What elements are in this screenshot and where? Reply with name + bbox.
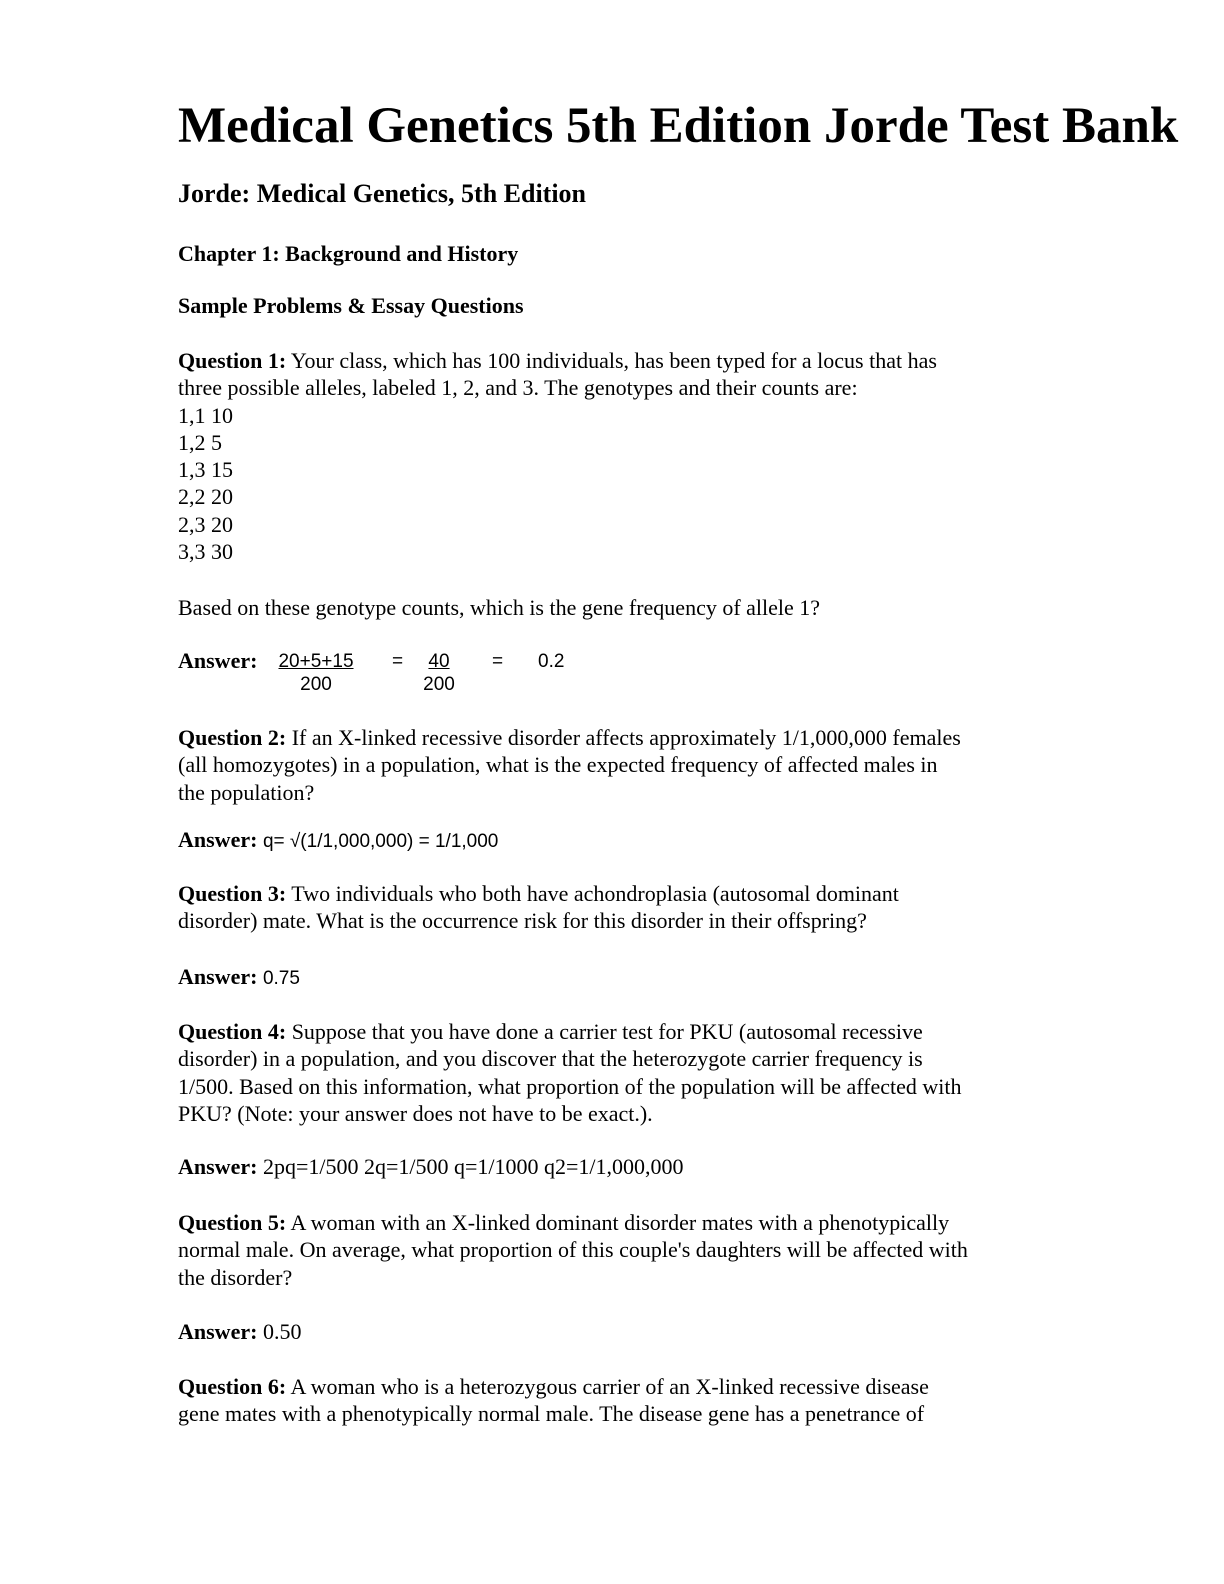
question-text: (all homozygotes) in a population, what is the expected frequency of affected males in [178,752,938,778]
question-text: Suppose that you have done a carrier test for PKU (autosomal recessive [291,1019,923,1044]
numerator: 40 [428,651,450,672]
question-label: Question 5: [178,1210,287,1235]
question-text: If an X-linked recessive disorder affects approximately 1/1,000,000 females [291,725,961,750]
question-3 [178,880,899,935]
question-4 [178,1018,962,1127]
question-text: Your class, which has 100 individuals, has been typed for a locus that has [290,348,937,373]
question-text: A woman who is a heterozygous carrier of an X-linked recessive disease [290,1374,929,1399]
answer-result: 0.2 [538,651,565,672]
question-text: Two individuals who both have achondroplasia (autosomal dominant [291,881,899,906]
document-title: Medical Genetics 5th Edition Jorde Test Bank [178,98,1179,154]
question-label: Question 2: [178,725,287,750]
denominator: 200 [300,674,332,695]
answer-label: Answer: [178,827,258,852]
question-label: Question 3: [178,881,287,906]
answer-text: q= √(1/1,000,000) = 1/1,000 [262,831,499,852]
question-5 [178,1209,968,1291]
genotype-count: 1,2 5 [178,429,222,455]
answer-5 [178,1318,301,1345]
fraction-2 [420,650,458,696]
genotype-count: 1,3 15 [178,457,233,483]
question-label: Question 6: [178,1374,287,1399]
section-heading: Sample Problems & Essay Questions [178,293,524,318]
question-prompt: Based on these genotype counts, which is the gene frequency of allele 1? [178,595,821,620]
answer-text: 0.50 [262,1319,302,1344]
question-text: the population? [178,779,315,805]
question-label: Question 1: [178,348,287,373]
answer-text: 0.75 [262,968,300,989]
answer-label: Answer: [178,648,258,673]
answer-3 [178,963,300,992]
numerator: 20+5+15 [278,651,354,672]
equals-sign: = [392,651,404,672]
question-label: Question 4: [178,1019,287,1044]
book-subtitle: Jorde: Medical Genetics, 5th Edition [178,179,587,208]
question-text: three possible alleles, labeled 1, 2, and 3. The genotypes and their counts are: [178,375,858,401]
equals-sign: = [492,651,504,672]
chapter-heading: Chapter 1: Background and History [178,241,519,266]
question-text: PKU? (Note: your answer does not have to be exact.). [178,1100,653,1126]
genotype-count: 2,3 20 [178,511,233,537]
question-text: normal male. On average, what proportion of this couple's daughters will be affected with [178,1237,968,1263]
answer-4 [178,1153,684,1180]
answer-label: Answer: [178,1319,258,1344]
answer-label: Answer: [178,964,258,989]
answer-label: Answer: [178,1154,258,1179]
answer-2 [178,826,498,855]
question-text: the disorder? [178,1264,293,1290]
genotype-count: 3,3 30 [178,539,233,565]
denominator: 200 [423,674,455,695]
fraction-1 [274,650,358,696]
question-text: A woman with an X-linked dominant disorder mates with a phenotypically [290,1210,950,1235]
question-2 [178,724,961,806]
answer-text: 2pq=1/500 2q=1/500 q=1/1000 q2=1/1,000,000 [262,1154,684,1179]
question-text: 1/500. Based on this information, what proportion of the population will be affected with [178,1073,962,1099]
question-text: disorder) mate. What is the occurrence risk for this disorder in their offspring? [178,908,867,934]
question-text: gene mates with a phenotypically normal male. The disease gene has a penetrance of [178,1401,925,1427]
genotype-count: 2,2 20 [178,484,233,510]
genotype-count: 1,1 10 [178,402,233,428]
question-6 [178,1373,929,1428]
question-text: disorder) in a population, and you discover that the heterozygote carrier frequency is [178,1046,923,1072]
question-1 [178,347,937,565]
